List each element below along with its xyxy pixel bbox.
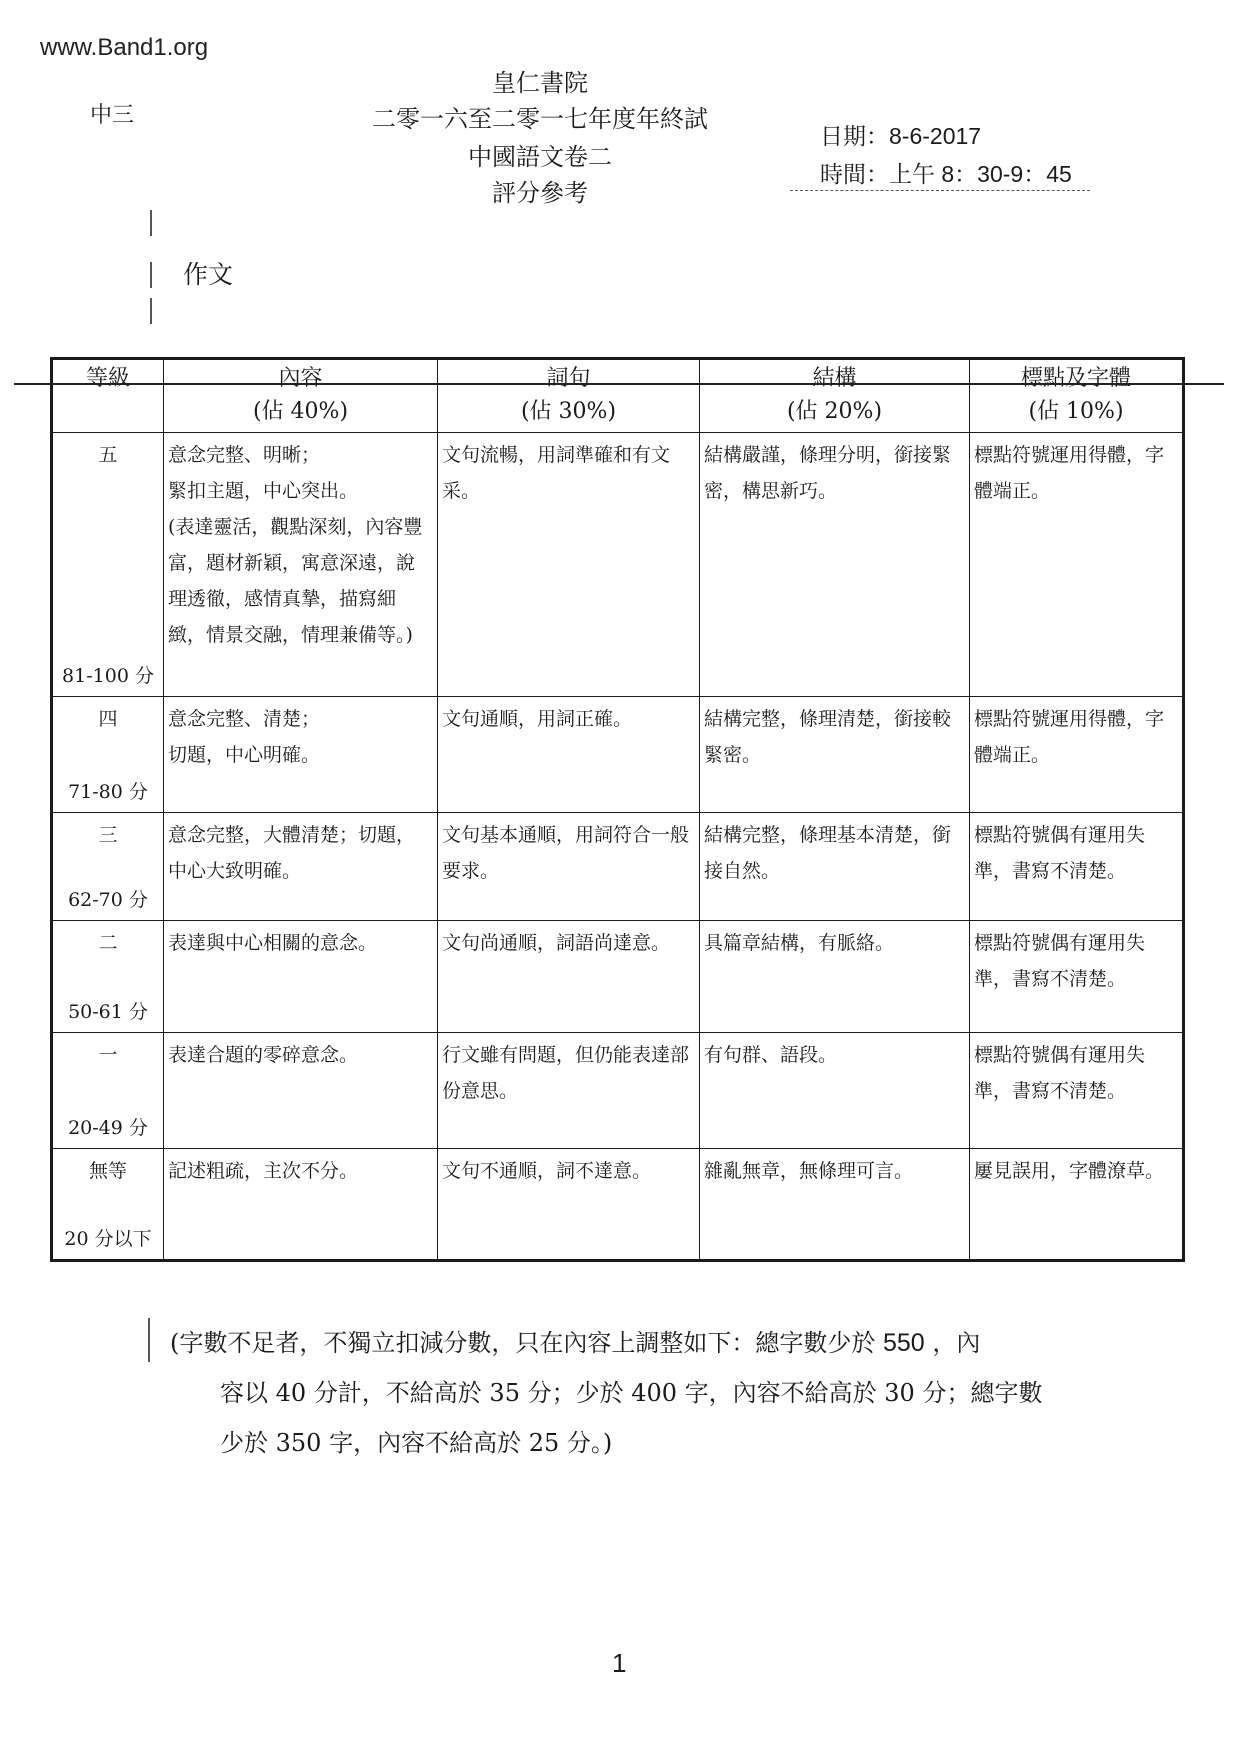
page-number: 1 <box>612 1648 627 1678</box>
structure-cell: 結構嚴謹，條理分明，銜接緊密，構思新巧。 <box>700 433 970 697</box>
punctuation-cell: 標點符號偶有運用失準，書寫不清楚。 <box>970 1033 1184 1149</box>
header-strike-rule <box>14 383 1224 385</box>
table-row <box>52 1149 1184 1261</box>
structure-cell: 雜亂無章，無條理可言。 <box>700 1149 970 1261</box>
grade-score-range: 20-49 分 <box>68 1117 148 1139</box>
words-cell: 文句通順，用詞正確。 <box>438 697 700 813</box>
school-name: 皇仁書院 <box>492 69 588 97</box>
grade-label: 一 <box>98 1044 118 1066</box>
words-cell: 行文雖有問題，但仍能表達部份意思。 <box>438 1033 700 1149</box>
words-cell: 文句基本通順，用詞符合一般要求。 <box>438 813 700 921</box>
doc-type: 評分參考 <box>492 179 588 207</box>
grade-label: 五 <box>98 444 118 466</box>
margin-mark <box>148 1318 150 1362</box>
grade-cell <box>52 1149 164 1261</box>
grade-label: 三 <box>98 824 118 846</box>
punctuation-cell: 屢見誤用，字體潦草。 <box>970 1149 1184 1261</box>
words-cell: 文句流暢，用詞準確和有文采。 <box>438 433 700 697</box>
header-grade: 等級 <box>52 359 164 433</box>
table-row <box>52 813 1184 921</box>
punctuation-cell: 標點符號運用得體，字體端正。 <box>970 697 1184 813</box>
content-cell: 表達合題的零碎意念。 <box>164 1033 438 1149</box>
word-count-note: (字數不足者，不獨立扣減分數，只在內容上調整如下：總字數少於 550 ，內 容以 40 分計，不給高於 35 分；少於 400 字，內容不給高於 30 分；總字數 少於 350 字，內容不給高於 25 分。) <box>170 1329 1043 1457</box>
table-row <box>52 921 1184 1033</box>
table-header-row <box>52 359 1184 433</box>
margin-mark <box>150 210 152 236</box>
words-cell: 文句不通順，詞不達意。 <box>438 1149 700 1261</box>
structure-cell: 具篇章結構，有脈絡。 <box>700 921 970 1033</box>
header-punctuation: 標點及字體 (佔 10%) <box>970 359 1184 433</box>
table-row <box>52 433 1184 697</box>
grade-cell <box>52 813 164 921</box>
punctuation-cell: 標點符號偶有運用失準，書寫不清楚。 <box>970 921 1184 1033</box>
structure-cell: 結構完整，條理基本清楚，銜接自然。 <box>700 813 970 921</box>
paper-title: 中國語文卷二 <box>468 143 612 171</box>
punctuation-cell: 標點符號運用得體，字體端正。 <box>970 433 1184 697</box>
form-level: 中三 <box>90 103 135 128</box>
section-title: 作文 <box>183 260 234 289</box>
table-row <box>52 1033 1184 1149</box>
header-words: 詞句 (佔 30%) <box>438 359 700 433</box>
grade-score-range: 81-100 分 <box>62 665 154 687</box>
margin-mark <box>150 262 152 288</box>
header-structure: 結構 (佔 20%) <box>700 359 970 433</box>
content-cell: 意念完整、明晰； 緊扣主題，中心突出。 (表達靈活，觀點深刻，內容豐富，題材新穎，寓意深遠，說理透徹，感情真摯，描寫細緻，情景交融，情理兼備等。) <box>164 433 438 697</box>
structure-cell: 有句群、語段。 <box>700 1033 970 1149</box>
grade-label: 二 <box>98 932 118 954</box>
punctuation-cell: 標點符號偶有運用失準，書寫不清楚。 <box>970 813 1184 921</box>
grade-cell <box>52 1033 164 1149</box>
content-cell: 意念完整、清楚； 切題，中心明確。 <box>164 697 438 813</box>
grade-score-range: 71-80 分 <box>68 781 148 803</box>
exam-title: 二零一六至二零一七年度年終試 <box>372 105 708 133</box>
word-limit-number: 550 <box>883 1329 925 1357</box>
rubric-table <box>50 357 1185 1262</box>
content-cell: 記述粗疏，主次不分。 <box>164 1149 438 1261</box>
margin-mark <box>150 298 152 324</box>
grade-cell <box>52 697 164 813</box>
structure-cell: 結構完整，條理清楚，銜接較緊密。 <box>700 697 970 813</box>
table-row <box>52 697 1184 813</box>
grade-score-range: 62-70 分 <box>68 889 148 911</box>
grade-cell <box>52 433 164 697</box>
grade-score-range: 50-61 分 <box>68 1001 148 1023</box>
content-cell: 表達與中心相關的意念。 <box>164 921 438 1033</box>
header-content: 內容 (佔 40%) <box>164 359 438 433</box>
meta-divider <box>790 190 1090 191</box>
grade-label: 無等 <box>88 1160 127 1182</box>
content-cell: 意念完整，大體清楚；切題，中心大致明確。 <box>164 813 438 921</box>
watermark: www.Band1.org <box>40 34 209 61</box>
exam-time: 時間：上午 8：30-9：45 <box>820 161 1072 187</box>
grade-cell <box>52 921 164 1033</box>
grade-label: 四 <box>98 708 118 730</box>
grade-score-range: 20 分以下 <box>64 1228 152 1250</box>
exam-date: 日期：8-6-2017 <box>820 123 982 149</box>
words-cell: 文句尚通順，詞語尚達意。 <box>438 921 700 1033</box>
